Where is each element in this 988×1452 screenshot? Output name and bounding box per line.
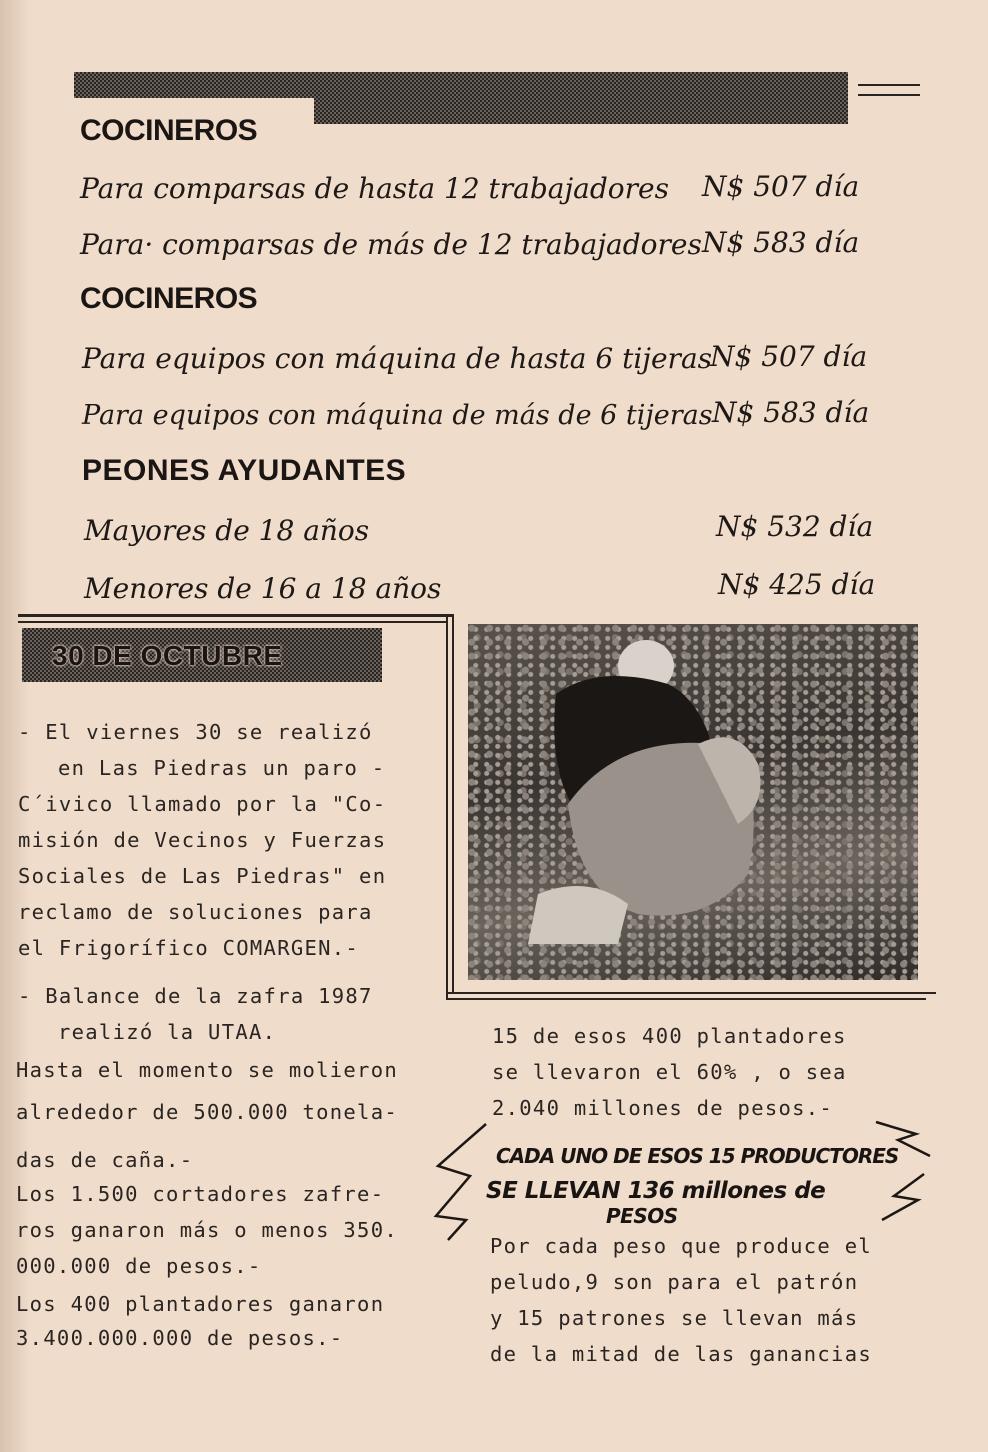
left-text-line-1: - El viernes 30 se realizó [18, 720, 373, 744]
left-text-line-8: - Balance de la zafra 1987 [18, 984, 373, 1008]
wage-row-4-price: N$ 583 día [712, 396, 870, 429]
wage-row-6-label: Menores de 16 a 18 años [84, 572, 442, 605]
left-text-line-17: 3.400.000.000 de pesos.- [16, 1326, 344, 1350]
wage-row-6-price: N$ 425 día [718, 568, 876, 601]
wage-row-2-price: N$ 583 día [702, 226, 860, 259]
header-hatch-bar-step [314, 96, 848, 124]
left-text-line-11: alrededor de 500.000 tonela- [16, 1100, 398, 1124]
box-rule-bottom [446, 992, 936, 994]
header-hatch-bar [74, 72, 848, 98]
left-text-line-9: realizó la UTAA. [58, 1020, 277, 1044]
left-text-line-14: ros ganaron más o menos 350. [16, 1218, 398, 1242]
wage-row-3-price: N$ 507 día [710, 340, 868, 373]
handwritten-note-line-2: SE LLEVAN 136 millones de [486, 1178, 826, 1204]
wage-row-5-label: Mayores de 18 años [84, 514, 370, 547]
right-text-line-4: Por cada peso que produce el [490, 1234, 872, 1258]
right-text-line-7: de la mitad de las ganancias [490, 1342, 872, 1366]
wage-row-1-price: N$ 507 día [702, 170, 860, 203]
wage-row-3-label: Para equipos con máquina de hasta 6 tijeras [82, 342, 712, 375]
left-text-line-4: misión de Vecinos y Fuerzas [18, 828, 387, 852]
handwritten-note-line-3: PESOS [606, 1204, 678, 1228]
heading-cocineros-1: COCINEROS [80, 114, 258, 147]
right-text-line-1: 15 de esos 400 plantadores [492, 1024, 847, 1048]
wage-row-5-price: N$ 532 día [716, 510, 874, 543]
photo-figure-silhouette [468, 624, 918, 980]
box-rule-vertical [446, 614, 448, 1000]
right-text-line-2: se llevaron el 60% , o sea [492, 1060, 847, 1084]
right-text-line-6: y 15 patrones se llevan más [490, 1306, 859, 1330]
left-text-line-13: Los 1.500 cortadores zafre- [16, 1182, 385, 1206]
date-heading: 30 DE OCTUBRE [52, 640, 283, 671]
left-text-line-6: reclamo de soluciones para [18, 900, 373, 924]
left-text-line-7: el Frigorífico COMARGEN.- [18, 936, 360, 960]
left-text-line-3: C´ivico llamado por la "Co- [18, 792, 387, 816]
wage-row-1-label: Para comparsas de hasta 12 trabajadores [80, 172, 669, 205]
heading-cocineros-2: COCINEROS [80, 282, 258, 315]
left-text-line-5: Sociales de Las Piedras" en [18, 864, 387, 888]
box-rule-bottom-inner [446, 998, 926, 1000]
photo-shearer-with-sheep [468, 624, 918, 980]
wage-row-2-label: Para· comparsas de más de 12 trabajadores [80, 228, 702, 261]
right-text-line-5: peludo,9 son para el patrón [490, 1270, 859, 1294]
left-text-line-12: das de caña.- [16, 1148, 194, 1172]
box-rule-top [18, 614, 454, 617]
wage-row-4-label: Para equipos con máquina de más de 6 tijeras [82, 400, 713, 431]
box-rule-vertical-inner [452, 614, 454, 994]
right-text-line-3: 2.040 millones de pesos.- [492, 1096, 834, 1120]
left-text-line-15: 000.000 de pesos.- [16, 1254, 262, 1278]
lightning-bolt-icon-left [430, 1120, 494, 1244]
left-text-line-2: en Las Piedras un paro - [58, 756, 386, 780]
box-rule-top-inner [18, 621, 446, 623]
left-text-line-16: Los 400 plantadores ganaron [16, 1292, 385, 1316]
handwritten-note-line-1: CADA UNO DE ESOS 15 PRODUCTORES [496, 1144, 899, 1168]
header-double-rule [858, 84, 920, 96]
lightning-bolt-icon-right [870, 1116, 940, 1226]
heading-peones-ayudantes: PEONES AYUDANTES [82, 454, 407, 487]
left-text-line-10: Hasta el momento se molieron [16, 1058, 398, 1082]
